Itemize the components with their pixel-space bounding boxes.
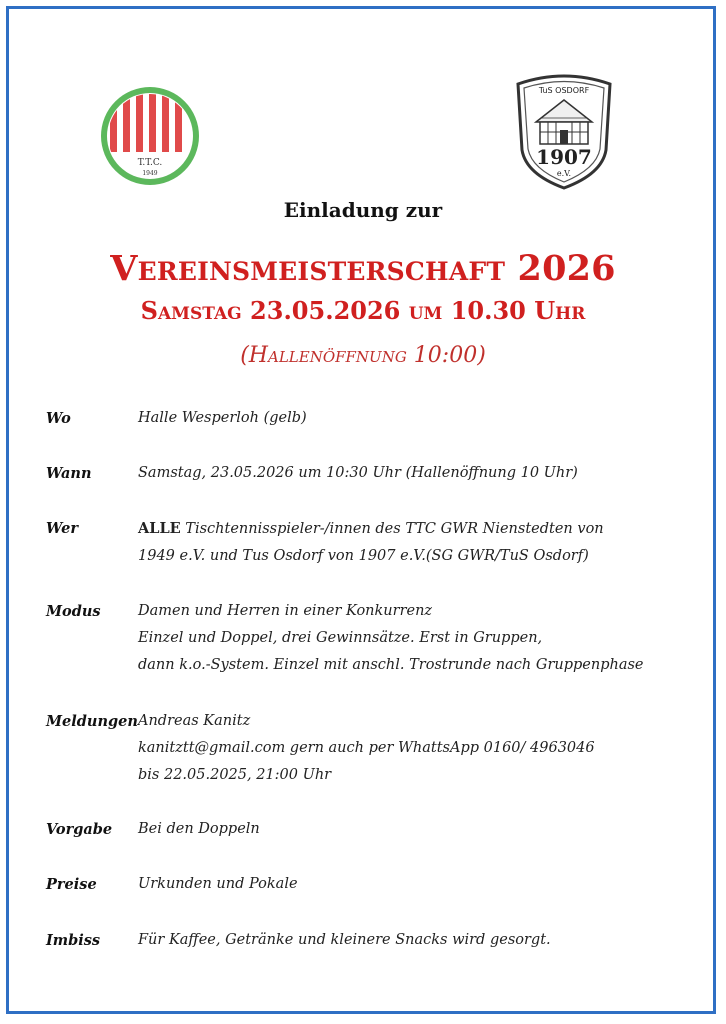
tus-logo-suffix: e.V.	[556, 169, 572, 178]
detail-label: Meldungen	[46, 713, 138, 730]
detail-value: 1949 e.V. und Tus Osdorf von 1907 e.V.(SG GWR/TuS Osdorf)	[138, 548, 589, 564]
ttc-logo-text: T.T.C.	[137, 158, 163, 168]
detail-highlight: ALLE	[138, 520, 181, 537]
detail-label: Wann	[46, 465, 92, 482]
detail-value: dann k.o.-System. Einzel mit anschl. Trostrunde nach Gruppenphase	[138, 657, 644, 673]
event-title: Vereinsmeisterschaft 2026	[110, 248, 616, 289]
tus-logo-name: TuS OSDORF	[538, 86, 590, 95]
detail-label: Modus	[46, 603, 101, 620]
detail-value: Damen und Herren in einer Konkurrenz	[138, 603, 433, 619]
detail-value: Für Kaffee, Getränke und kleinere Snacks wird gesorgt.	[138, 932, 551, 948]
detail-label: Wo	[46, 410, 71, 427]
detail-value: bis 22.05.2025, 21:00 Uhr	[138, 767, 332, 783]
detail-value: Halle Wesperloh (gelb)	[138, 410, 307, 426]
detail-label: Preise	[46, 876, 97, 893]
detail-value: kanitztt@gmail.com gern auch per WhattsApp 0160/ 4963046	[138, 740, 595, 756]
detail-value: Einzel und Doppel, drei Gewinnsätze. Erst in Gruppen,	[138, 630, 543, 646]
ttc-club-logo-icon	[98, 84, 202, 188]
detail-label: Vorgabe	[46, 821, 113, 838]
tus-logo-year: 1907	[536, 145, 592, 169]
detail-label: Imbiss	[46, 932, 101, 949]
hall-opening-note: (Hallenöffnung 10:00)	[240, 343, 486, 368]
detail-value: Urkunden und Pokale	[138, 876, 298, 892]
detail-label: Wer	[46, 520, 78, 537]
detail-value: Andreas Kanitz	[138, 713, 251, 729]
ttc-logo-year: 1949	[142, 170, 158, 177]
detail-value: Bei den Doppeln	[138, 821, 260, 837]
detail-value: Samstag, 23.05.2026 um 10:30 Uhr (Hallenöffnung 10 Uhr)	[138, 465, 578, 481]
detail-value: Tischtennisspieler-/innen des TTC GWR Nienstedten von	[180, 521, 604, 537]
tus-osdorf-crest-icon	[512, 72, 616, 192]
event-date-line: Samstag 23.05.2026 um 10.30 Uhr	[140, 296, 586, 325]
invitation-heading: Einladung zur	[283, 198, 443, 222]
